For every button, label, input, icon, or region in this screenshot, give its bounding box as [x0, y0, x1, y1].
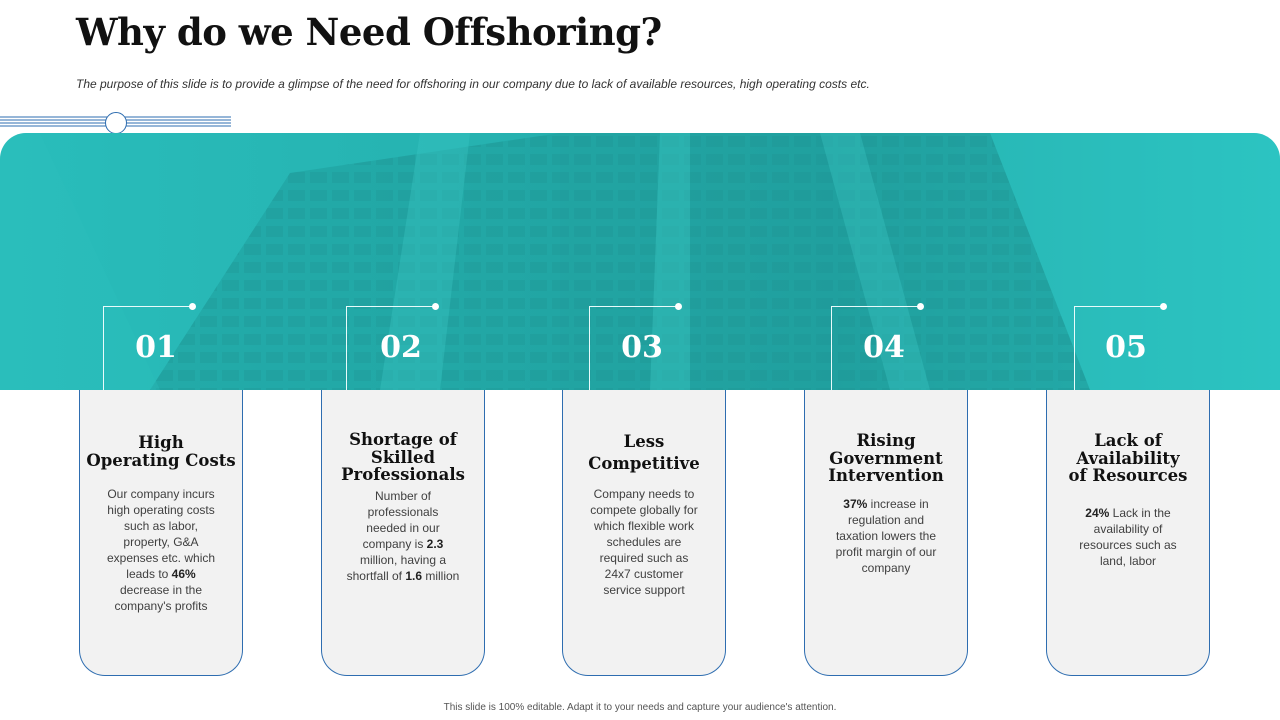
- connector-dot: [1160, 303, 1167, 310]
- item-number-1: 01: [135, 330, 177, 365]
- connector-dot: [189, 303, 196, 310]
- item-card-3: [562, 390, 726, 676]
- item-body-3: Company needs to compete globally for which flexible work schedules are required such as 24x7 customer service support: [590, 487, 698, 597]
- connector-dot: [675, 303, 682, 310]
- item-body-1: Our company incurs high operating costs such as labor, property, G&A expenses etc. which leads to 46% decrease in the company's profits: [106, 487, 216, 613]
- item-heading-3: Less Competitive: [588, 432, 700, 473]
- item-card-4: [804, 390, 968, 676]
- item-card-2: [321, 390, 485, 676]
- item-number-4: 04: [863, 330, 905, 365]
- item-body-2: Number of professionals needed in our company is 2.3 million, having a shortfall of 1.6 million: [346, 489, 460, 583]
- connector-dot: [432, 303, 439, 310]
- item-body-4: 37% increase in regulation and taxation lowers the profit margin of our company: [835, 497, 937, 575]
- item-heading-2: Shortage of Skilled Professionals: [341, 430, 465, 484]
- item-heading-1: High Operating Costs: [86, 433, 236, 470]
- item-number-3: 03: [621, 330, 663, 365]
- item-body-5: 24% Lack in the availability of resources such as land, labor: [1079, 506, 1177, 568]
- item-card-5: [1046, 390, 1210, 676]
- slide-subtitle: The purpose of this slide is to provide a glimpse of the need for offshoring in our company due to lack of available resources, high operating costs etc.: [76, 77, 870, 91]
- connector-dot: [917, 303, 924, 310]
- item-card-1: [79, 390, 243, 676]
- item-heading-5: Lack of Availability of Resources: [1068, 431, 1188, 485]
- footer-note: This slide is 100% editable. Adapt it to your needs and capture your audience's attention.: [443, 702, 837, 713]
- item-heading-4: Rising Government Intervention: [828, 431, 944, 485]
- item-number-2: 02: [380, 330, 422, 365]
- item-number-5: 05: [1105, 330, 1147, 365]
- slide-title: Why do we Need Offshoring?: [76, 10, 662, 54]
